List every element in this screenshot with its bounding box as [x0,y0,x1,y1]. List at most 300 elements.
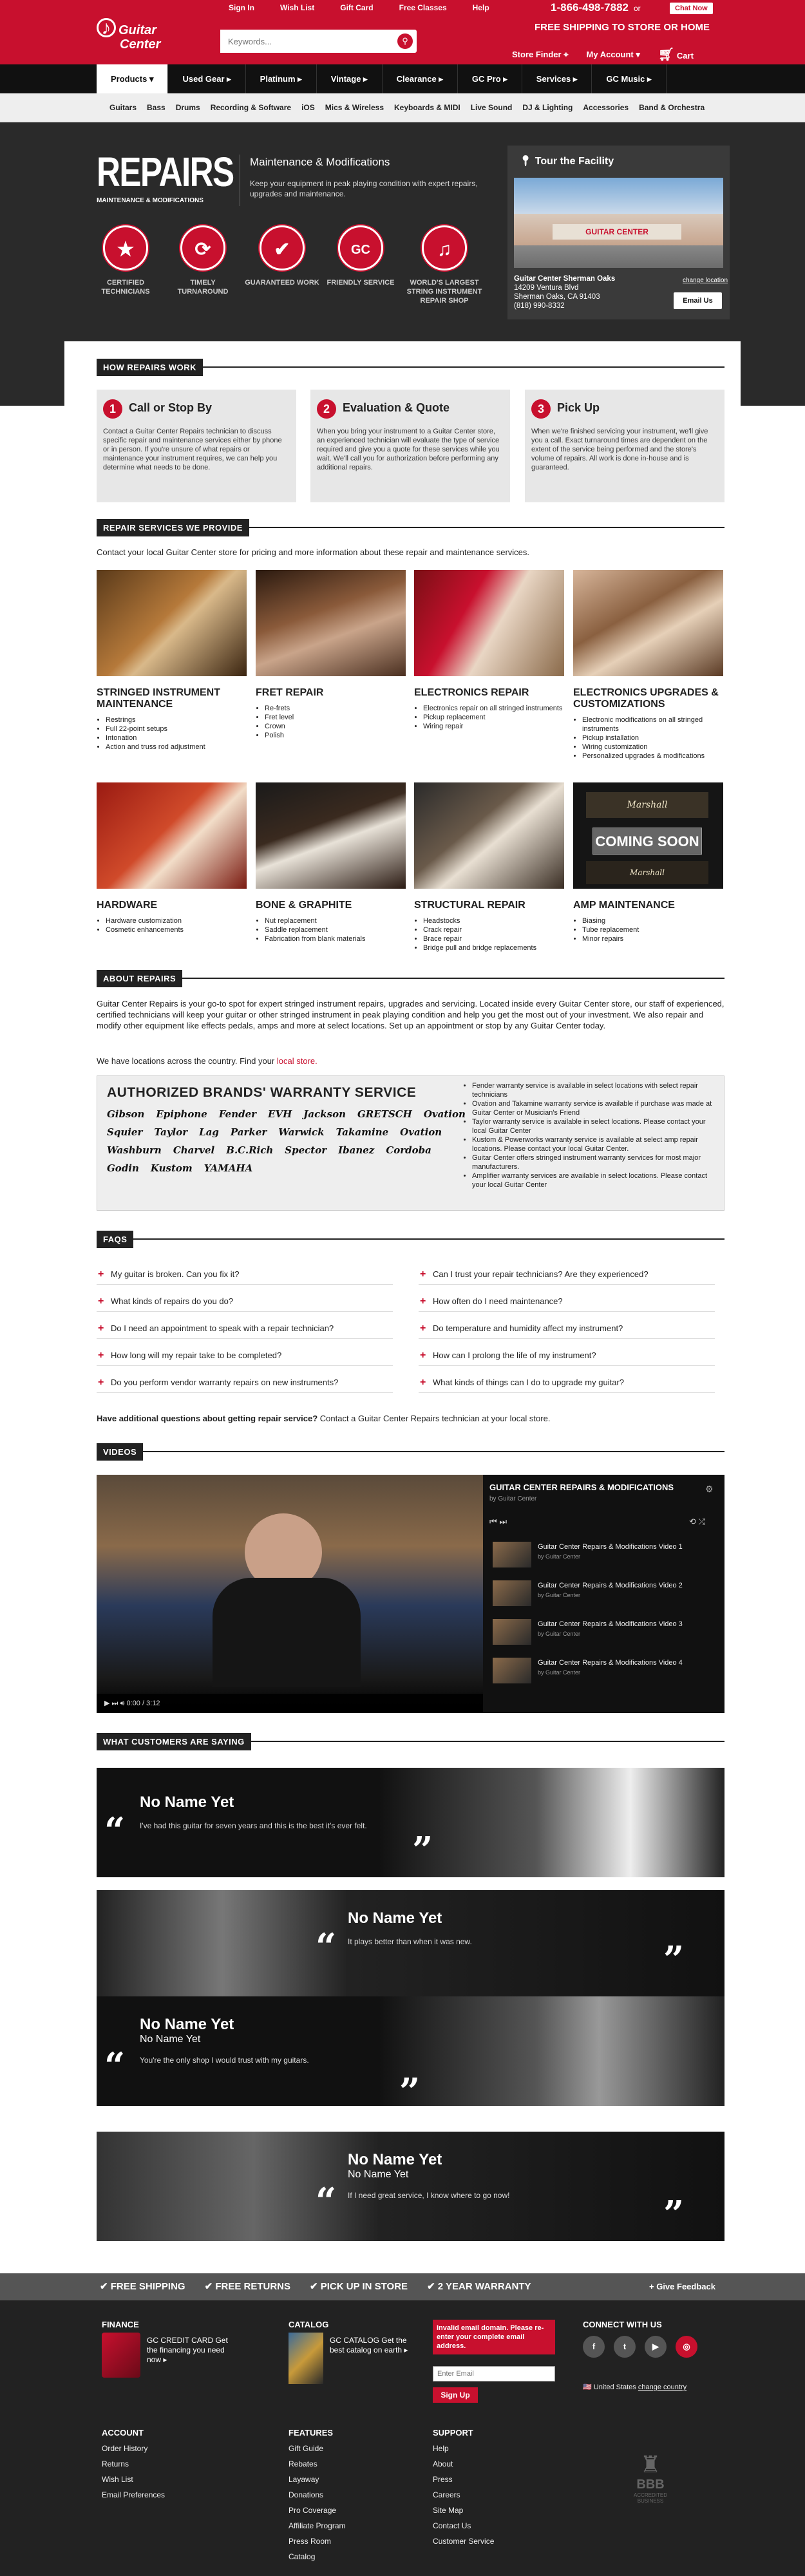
catalog-title: CATALOG [289,2320,329,2329]
logo-text-1: Guitar [118,23,156,37]
video-by: by Guitar Center [538,1553,581,1560]
returns-link[interactable]: Returns [102,2459,129,2468]
careers-link[interactable]: Careers [433,2490,460,2499]
finance-title: FINANCE [102,2320,139,2329]
search-icon[interactable]: ⚲ [397,33,413,49]
bullet: • Polish [265,731,406,740]
divider [249,527,724,528]
section-label: WHAT CUSTOMERS ARE SAYING [97,1733,251,1750]
amp-brand: Marshall [586,792,708,818]
brand-logo: Lag [199,1126,219,1138]
service-photo [256,570,406,676]
warranty-box [97,1075,724,1211]
brand-logo: B.C.Rich [226,1144,274,1156]
brand-logo: Parker [230,1126,267,1138]
divider [203,366,724,368]
gift-guide-link[interactable]: Gift Guide [289,2444,324,2453]
nav-gc-pro[interactable]: GC Pro ▸ [458,64,522,93]
bullet: • Action and truss rod adjustment [106,743,247,752]
warranty-note: • Ovation and Takamine warranty service is available if purchase was made at Guitar Center or Musician's Friend [472,1099,715,1117]
repair-services-heading [97,518,724,536]
guitar-center-logo[interactable] [97,18,167,58]
service-amp[interactable] [573,782,723,943]
footer [0,2300,805,2576]
faq-more [97,1414,550,1423]
testimonial-card [97,1996,724,2106]
rebates-link[interactable]: Rebates [289,2459,317,2468]
service-title: FRET REPAIR [256,687,324,698]
subnav-mics[interactable]: Mics & Wireless [325,103,384,112]
bullet: • Fabrication from blank materials [265,934,406,943]
bullet: • Fret level [265,713,406,722]
faq-item[interactable] [419,1293,715,1312]
service-electronics-upgrades[interactable] [573,570,723,761]
twitter-icon[interactable]: t [614,2336,636,2358]
badge-certified [87,225,164,296]
email-us-button[interactable]: Email Us [674,292,722,309]
change-location-link[interactable]: change location [683,277,728,284]
free-classes-link[interactable]: Free Classes [399,3,447,12]
bullet: • Bridge pull and bridge replacements [423,943,564,952]
donations-link[interactable]: Donations [289,2490,324,2499]
youtube-icon[interactable]: ▶ [645,2336,667,2358]
how-repairs-work-heading [97,358,724,376]
warranty-note: • Kustom & Powerworks warranty service is available at select amp repair locations. Please contact your local Guitar Center. [472,1135,715,1153]
finance-link[interactable]: GC CREDIT CARD Get the financing you need now ▸ [147,2336,228,2364]
video-thumbnail [493,1619,531,1645]
coming-soon-overlay: COMING SOON [592,828,702,855]
help-link[interactable]: Help [472,3,489,12]
testimonial-name: No Name Yet [348,2151,442,2168]
service-bullets [256,704,406,740]
brand-logo: Jackson [303,1108,346,1120]
testimonial-quote: If I need great service, I know where to go now! [348,2191,510,2200]
plus-icon: + [98,1377,104,1388]
store-sign: GUITAR CENTER [553,224,681,240]
bullet: • Re-frets [265,704,406,713]
nav-vintage[interactable]: Vintage ▸ [317,64,383,93]
facebook-icon[interactable]: f [583,2336,605,2358]
nav-used-gear[interactable]: Used Gear ▸ [168,64,245,93]
step-text: When you bring your instrument to a Guitar Center store, an experienced technician will evaluate the type of service required and give you a quote for these services while you wait. We'll call you for authorization before performing any additional repairs. [317,428,500,471]
brand-logos [107,1108,468,1174]
play-icon[interactable]: ▶ [104,1700,110,1707]
step-2 [310,390,510,502]
brand-logo: Takamine [336,1126,389,1138]
step-number: 3 [531,399,551,419]
order-history-link[interactable]: Order History [102,2444,148,2453]
bullet: • Pickup installation [582,734,723,743]
store-finder-link[interactable] [512,50,569,60]
faq-question: Do I need an appointment to speak with a repair technician? [111,1323,334,1333]
map-pin-icon: 📍︎ [519,156,533,167]
badge-label: GUARANTEED WORK [245,279,319,287]
bullet: • Cosmetic enhancements [106,925,247,934]
service-bullets [414,704,564,731]
brand-logo: Cordoba [386,1144,431,1156]
catalog-link[interactable]: GC CATALOG Get the best catalog on earth ▸ [330,2336,408,2354]
bullet: • Electronics repair on all stringed instruments [423,704,564,713]
brand-logo: Ibanez [338,1144,375,1156]
faq-item[interactable] [419,1374,715,1393]
free-shipping-banner: FREE SHIPPING TO STORE OR HOME [535,22,710,33]
search-input[interactable] [220,30,381,53]
tour-facility-panel [507,146,730,319]
help-link[interactable]: Help [433,2444,449,2453]
logo-text-2: Center [120,37,161,52]
video-title: Guitar Center Repairs & Modifications Video 4 [538,1659,683,1667]
customer-service-link[interactable]: Customer Service [433,2537,495,2546]
testimonial-card [97,1890,724,2000]
phone-text: 1-866-498-7882 [551,1,629,14]
step-title: Evaluation & Quote [343,401,450,414]
brand-logo: Fender [218,1108,257,1120]
service-photo [573,782,723,889]
bullet: • Headstocks [423,916,564,925]
category-nav [0,93,805,122]
close-quote-icon: ” [663,1938,685,1981]
phone-number [551,1,646,14]
divider [133,1238,724,1240]
step-3 [525,390,724,502]
faq-question: My guitar is broken. Can you fix it? [111,1269,240,1279]
badge-label: WORLD'S LARGEST STRING INSTRUMENT REPAIR SHOP [406,279,482,305]
top-header [0,0,805,64]
nav-products[interactable]: Products ▾ [97,64,168,93]
warranty-title: AUTHORIZED BRANDS' WARRANTY SERVICE [107,1085,417,1100]
close-quote-icon: ” [399,2070,421,2106]
testimonial-card [97,1768,724,1877]
benefit-pickup: ✔ PICK UP IN STORE [310,2281,408,2292]
faq-item[interactable] [419,1347,715,1366]
service-title: BONE & GRAPHITE [256,900,352,911]
playlist-by: by Guitar Center [489,1495,537,1502]
chat-now-button[interactable]: Chat Now [670,3,713,14]
us-flag-icon: 🇺🇸 [583,2383,592,2391]
loop-icon[interactable]: ⟲ [689,1517,696,1526]
connect-title: CONNECT WITH US [583,2320,662,2329]
section-label: VIDEOS [97,1443,143,1461]
gc-icon: GC [338,225,383,270]
service-photo [256,782,406,889]
brand-logo: Warwick [278,1126,325,1138]
service-photo [573,570,723,676]
brand-logo: Ovation [423,1108,466,1120]
subnav-band[interactable]: Band & Orchestra [639,103,705,112]
open-quote-icon: “ [316,2180,337,2222]
wish-list-link[interactable]: Wish List [102,2475,133,2484]
brand-logo: Godin [107,1162,139,1174]
bbb-sub: ACCREDITED BUSINESS [633,2492,667,2504]
badge-friendly [322,225,399,287]
pro-coverage-link[interactable]: Pro Coverage [289,2506,337,2515]
catalog-image[interactable] [289,2333,323,2384]
my-account-label: My Account [586,49,634,59]
step-text: Contact a Guitar Center Repairs technician to discuss specific repair and maintenance services either by phone or in person. If you're unsure of what repairs or maintenance your instrument requires, we can help you determine what needs to be done. [103,428,282,471]
bullet: • Restrings [106,715,247,724]
badge-label: TIMELY TURNAROUND [177,279,229,296]
faq-item[interactable] [97,1374,393,1393]
plus-icon: + [98,1296,104,1307]
sign-up-button[interactable]: Sign Up [433,2387,478,2403]
shuffle-icon[interactable]: ⤮ [698,1517,705,1526]
press-room-link[interactable]: Press Room [289,2537,332,2546]
playlist-item[interactable] [493,1616,718,1651]
brand-logo: Kustom [150,1162,193,1174]
testimonial-quote: You're the only shop I would trust with my guitars. [140,2056,309,2065]
loop-shuffle [689,1517,705,1527]
playlist-item[interactable] [493,1578,718,1613]
cart-link[interactable] [658,46,694,62]
badge-turnaround [164,225,242,296]
nav-clearance[interactable]: Clearance ▸ [383,64,458,93]
subnav-accessories[interactable]: Accessories [583,103,629,112]
about-link[interactable]: About [433,2459,453,2468]
support-links [433,2441,494,2549]
faqs-heading [97,1230,724,1248]
service-electronics-repair[interactable] [414,570,564,731]
service-title: STRUCTURAL REPAIR [414,900,526,911]
playlist-item[interactable] [493,1539,718,1574]
service-photo [414,570,564,676]
video-thumbnail [493,1542,531,1567]
faq-item[interactable] [419,1265,715,1285]
video-by: by Guitar Center [538,1631,581,1637]
testimonial-quote: I've had this guitar for seven years and this is the best it's ever felt. [140,1821,367,1830]
hero-title: REPAIRS [97,149,234,195]
subnav-live-sound[interactable]: Live Sound [470,103,513,112]
badge-label: CERTIFIED TECHNICIANS [101,279,150,296]
store-phone: (818) 990-8332 [514,302,565,310]
bullet: • Saddle replacement [265,925,406,934]
bbb-seal[interactable]: ♜ BBB ACCREDITED BUSINESS [628,2452,673,2504]
footer-email-input[interactable] [433,2366,555,2382]
video-controls[interactable] [97,1694,483,1713]
badge-largest [396,225,493,305]
service-bullets [97,715,247,752]
cart-icon: 🛒︎ [658,48,675,62]
testimonial-name: No Name Yet [348,1909,442,1927]
service-photo [97,570,247,676]
video-frame[interactable] [97,1475,483,1713]
nav-platinum[interactable]: Platinum ▸ [246,64,317,93]
warranty-note: • Amplifier warranty services are available in select locations. Please contact your local Guitar Center [472,1171,715,1189]
star-icon: ★ [103,225,148,270]
site-map-link[interactable]: Site Map [433,2506,464,2515]
affiliate-program-link[interactable]: Affiliate Program [289,2521,346,2530]
country-selector [583,2383,687,2391]
bullet: • Crack repair [423,925,564,934]
faq-item[interactable] [97,1320,393,1339]
guitar-icon: ♫ [422,225,467,270]
store-address [514,274,615,310]
contact-us-link[interactable]: Contact Us [433,2521,471,2530]
catalog-link[interactable]: Catalog [289,2552,316,2561]
next-icon[interactable]: ⏭ [499,1517,507,1526]
customers-heading [97,1732,724,1750]
brand-logo: Spector [285,1144,327,1156]
close-quote-icon: ” [663,2193,685,2235]
give-feedback-link[interactable]: + Give Feedback [649,2282,715,2291]
features-links [289,2441,345,2564]
subnav-dj[interactable]: DJ & Lighting [522,103,573,112]
local-store-link[interactable]: local store. [276,1056,317,1066]
wish-list-link[interactable]: Wish List [280,3,315,12]
bullet: • Wiring customization [582,743,723,752]
divider [251,1741,724,1742]
bullet: • Minor repairs [582,934,723,943]
testimonial-name: No Name Yet [140,2016,234,2033]
warranty-note: • Taylor warranty service is available in select locations. Please contact your local Guitar Center [472,1117,715,1135]
open-quote-icon: “ [316,1926,337,1968]
service-bullets [414,916,564,952]
video-title: Guitar Center Repairs & Modifications Video 2 [538,1582,683,1589]
brand-logo: Squier [107,1126,143,1138]
change-country-link[interactable]: change country [638,2383,687,2391]
plus-icon: + [420,1296,426,1307]
volume-icon[interactable]: 🔊︎ [120,1700,125,1707]
testimonial-quote: It plays better than when it was new. [348,1937,472,1946]
brand-logo: EVH [268,1108,292,1120]
store-city: Sherman Oaks, CA 91403 [514,293,600,301]
services-intro: Contact your local Guitar Center store for pricing and more information about these repair and maintenance services. [97,547,530,557]
step-1 [97,390,296,502]
cart-label: Cart [676,51,694,61]
service-bone-graphite[interactable] [256,782,406,943]
testimonial-card [97,2132,724,2241]
faq-item[interactable] [97,1265,393,1285]
testimonial-name: No Name Yet [140,1794,234,1811]
service-photo [97,782,247,889]
faq-item[interactable] [419,1320,715,1339]
faq-more-text: Contact a Guitar Center Repairs technician at your local store. [319,1414,551,1423]
instagram-icon[interactable]: ◎ [676,2336,697,2358]
subnav-drums[interactable]: Drums [175,103,200,112]
bullet: • Brace repair [423,934,564,943]
email-preferences-link[interactable]: Email Preferences [102,2490,166,2499]
subnav-guitars[interactable]: Guitars [109,103,137,112]
support-title: SUPPORT [433,2428,473,2438]
video-title: Guitar Center Repairs & Modifications Video 3 [538,1620,683,1628]
plus-icon: + [420,1377,426,1388]
social-icons [583,2336,697,2358]
layaway-link[interactable]: Layaway [289,2475,319,2484]
badge-guaranteed [243,225,321,287]
brand-logo: Washburn [107,1144,162,1156]
brand-logo: GRETSCH [357,1108,412,1120]
logo-icon: ♪ [97,18,116,37]
main-nav [0,64,805,93]
service-structural[interactable] [414,782,564,952]
plus-icon: + [420,1323,426,1334]
benefit-free-returns: ✔ FREE RETURNS [204,2281,291,2292]
faq-more-bold: Have additional questions about getting repair service? [97,1414,318,1423]
my-account-link[interactable] [587,50,640,60]
subnav-keyboards[interactable]: Keyboards & MIDI [394,103,460,112]
store-photo[interactable] [514,178,723,268]
step-title: Call or Stop By [129,401,213,414]
service-bullets [97,916,247,934]
video-thumbnail [493,1580,531,1606]
video-by: by Guitar Center [538,1669,581,1676]
credit-card-image[interactable] [102,2333,140,2378]
faq-question: What kinds of repairs do you do? [111,1296,234,1306]
nav-gc-music[interactable]: GC Music ▸ [592,64,666,93]
section-label: REPAIR SERVICES WE PROVIDE [97,519,249,536]
service-title: ELECTRONICS REPAIR [414,687,529,698]
bullet: • Nut replacement [265,916,406,925]
bullet: • Tube replacement [582,925,723,934]
divider [143,1451,724,1452]
open-quote-icon: “ [104,1810,126,1852]
bullet: • Wiring repair [423,722,564,731]
sign-in-link[interactable]: Sign In [229,3,254,12]
divider [182,978,724,979]
brand-logo: Epiphone [156,1108,207,1120]
faq-question: Do you perform vendor warranty repairs on new instruments? [111,1378,339,1387]
store-street: 14209 Ventura Blvd [514,284,579,292]
nav-services[interactable]: Services ▸ [522,64,592,93]
step-number: 1 [103,399,122,419]
video-player [97,1475,724,1713]
service-fret[interactable] [256,570,406,740]
service-hardware[interactable] [97,782,247,934]
service-title: STRINGED INSTRUMENT MAINTENANCE [97,687,220,710]
search-box [220,30,417,53]
country-name: United States [593,2383,636,2391]
or-text: or [633,4,641,13]
prev-icon[interactable]: ⏮ [489,1517,497,1526]
service-bullets [573,916,723,943]
playlist-item[interactable] [493,1655,718,1690]
close-quote-icon: ” [412,1829,433,1871]
header-account-area [512,46,694,62]
benefit-free-shipping: ✔ FREE SHIPPING [100,2281,185,2292]
badge-label: FRIENDLY SERVICE [327,279,395,287]
service-stringed[interactable] [97,570,247,752]
video-title: Guitar Center Repairs & Modifications Video 1 [538,1543,683,1551]
warranty-note: • Guitar Center offers stringed instrument warranty services for most major manufacturers. [472,1153,715,1171]
press-link[interactable]: Press [433,2475,453,2484]
faq-item[interactable] [97,1347,393,1366]
testimonial-subname: No Name Yet [348,2169,409,2180]
step-title: Pick Up [557,401,600,414]
bbb-text: BBB [636,2477,665,2492]
bullet: • Intonation [106,734,247,743]
service-title: ELECTRONICS UPGRADES & CUSTOMIZATIONS [573,687,719,710]
about-repairs-heading [97,969,724,987]
account-links [102,2441,165,2503]
store-name: Guitar Center Sherman Oaks [514,275,616,283]
open-quote-icon: “ [104,2045,126,2087]
videos-heading [97,1443,724,1461]
settings-icon[interactable]: ⚙ [705,1484,714,1494]
faq-question: What kinds of things can I do to upgrade my guitar? [433,1378,625,1387]
step-number: 2 [317,399,336,419]
next-icon[interactable]: ⏭ [111,1700,118,1707]
testimonial-subname: No Name Yet [140,2034,201,2045]
brand-logo: YAMAHA [204,1162,253,1174]
gift-card-link[interactable]: Gift Card [340,3,374,12]
brand-logo: Taylor [154,1126,188,1138]
top-links [229,3,489,12]
subnav-ios[interactable]: iOS [301,103,315,112]
bullet: • Electronic modifications on all stringed instruments [582,715,723,734]
hero-heading: Maintenance & Modifications [250,156,390,168]
faq-item[interactable] [97,1293,393,1312]
subnav-recording[interactable]: Recording & Software [210,103,292,112]
subnav-bass[interactable]: Bass [147,103,166,112]
